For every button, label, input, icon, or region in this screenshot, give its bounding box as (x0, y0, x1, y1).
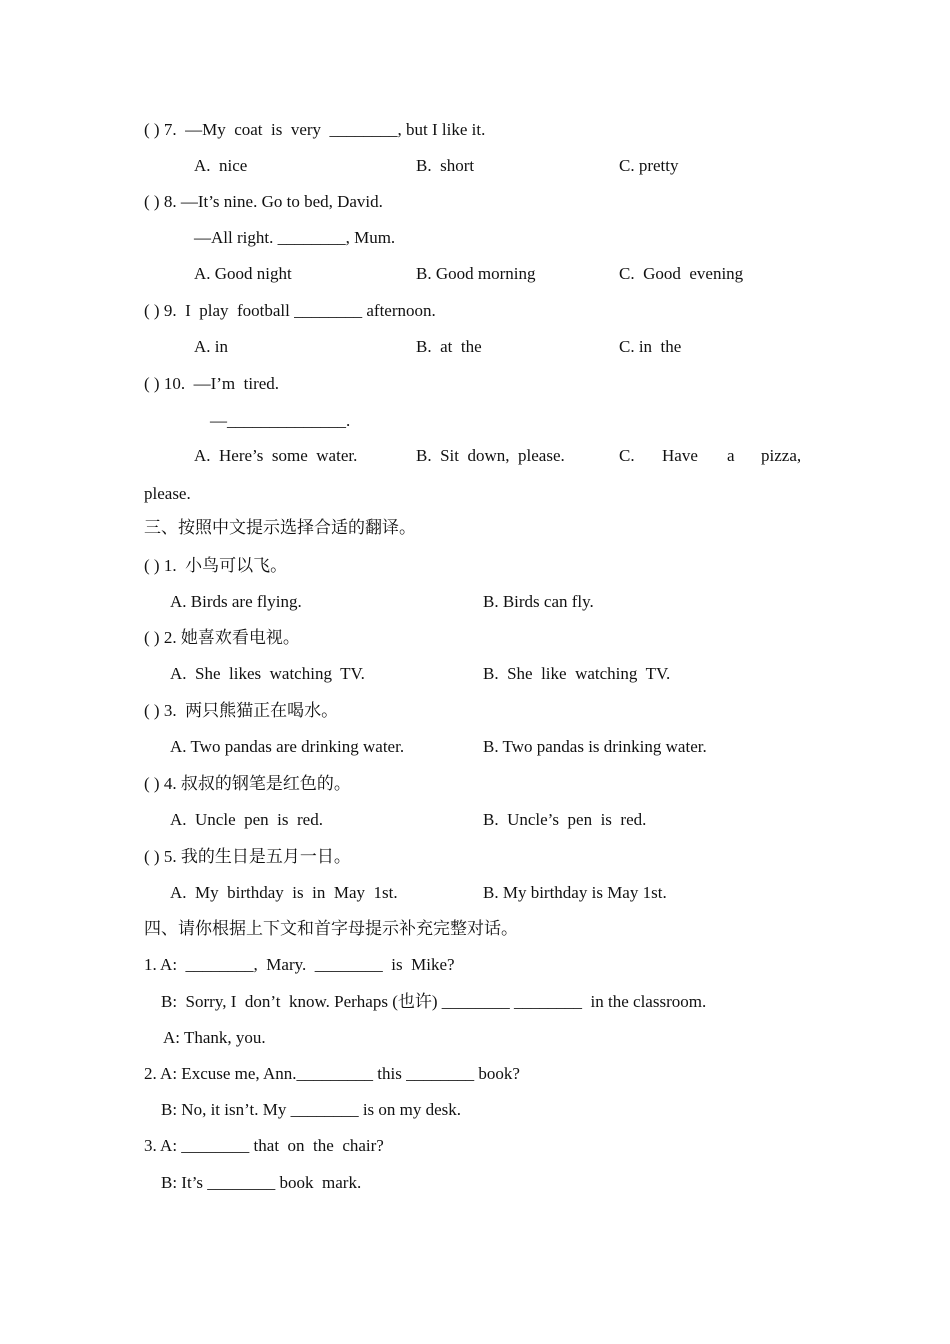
dialogue2-line1: 2. A: Excuse me, Ann._________ this ________ book? (144, 1064, 520, 1083)
s3-q2-stem: ( ) 2. 她喜欢看电视。 (144, 628, 300, 647)
section4-heading: 四、请你根据上下文和首字母提示补充完整对话。 (144, 919, 518, 939)
q8-option-c: C. Good evening (619, 264, 744, 283)
s3-q4-option-a: A. Uncle pen is red. (170, 810, 323, 829)
s3-q4-stem: ( ) 4. 叔叔的钢笔是红色的。 (144, 774, 351, 793)
q10-option-a: A. Here’s some water. (194, 446, 358, 465)
dialogue3-line2: B: It’s ________ book mark. (161, 1173, 362, 1192)
s3-q4-option-b: B. Uncle’s pen is red. (483, 810, 647, 829)
s3-q1-option-b: B. Birds can fly. (483, 592, 594, 611)
q8-reply: —All right. ________, Mum. (194, 228, 396, 247)
q9-option-a: A. in (194, 337, 228, 356)
s3-q3-option-a: A. Two pandas are drinking water. (170, 737, 405, 756)
q10-reply: —______________. (210, 411, 351, 430)
q9-option-b: B. at the (416, 337, 482, 356)
q8-option-a: A. Good night (194, 264, 292, 283)
q10-option-c-word-1: Have (662, 446, 698, 465)
q7-stem: ( ) 7. —My coat is very ________, but I like it. (144, 120, 486, 139)
section3-heading: 三、按照中文提示选择合适的翻译。 (144, 518, 416, 538)
s3-q3-option-b: B. Two pandas is drinking water. (483, 737, 707, 756)
s3-q3-stem: ( ) 3. 两只熊猫正在喝水。 (144, 701, 339, 720)
q8-stem: ( ) 8. —It’s nine. Go to bed, David. (144, 192, 383, 211)
q7-option-b: B. short (416, 156, 475, 175)
s3-q2-option-b: B. She like watching TV. (483, 664, 671, 683)
dialogue3-line1: 3. A: ________ that on the chair? (144, 1136, 384, 1155)
q10-option-c-word-3: pizza, (761, 446, 802, 465)
q7-option-a: A. nice (194, 156, 248, 175)
s3-q5-option-a: A. My birthday is in May 1st. (170, 883, 398, 902)
s3-q2-option-a: A. She likes watching TV. (170, 664, 365, 683)
s3-q1-stem: ( ) 1. 小鸟可以飞。 (144, 556, 288, 575)
s3-q5-stem: ( ) 5. 我的生日是五月一日。 (144, 847, 351, 866)
q10-option-c-letter: C. (619, 446, 635, 465)
q9-option-c: C. in the (619, 337, 682, 356)
q8-option-b: B. Good morning (416, 264, 536, 283)
q10-option-c-word-2: a (727, 446, 735, 465)
q10-option-c-wrap: please. (144, 484, 191, 503)
dialogue1-line3: A: Thank, you. (163, 1028, 266, 1047)
q9-stem: ( ) 9. I play football ________ afternoon. (144, 301, 436, 320)
q7-option-c: C. pretty (619, 156, 679, 175)
dialogue1-line2: B: Sorry, I don’t know. Perhaps (也许) ________ ________ in the classroom. (161, 992, 707, 1011)
dialogue2-line2: B: No, it isn’t. My ________ is on my desk. (161, 1100, 462, 1119)
q10-stem: ( ) 10. —I’m tired. (144, 374, 280, 393)
q10-option-b: B. Sit down, please. (416, 446, 565, 465)
dialogue1-line1: 1. A: ________, Mary. ________ is Mike? (144, 955, 455, 974)
s3-q5-option-b: B. My birthday is May 1st. (483, 883, 667, 902)
s3-q1-option-a: A. Birds are flying. (170, 592, 302, 611)
